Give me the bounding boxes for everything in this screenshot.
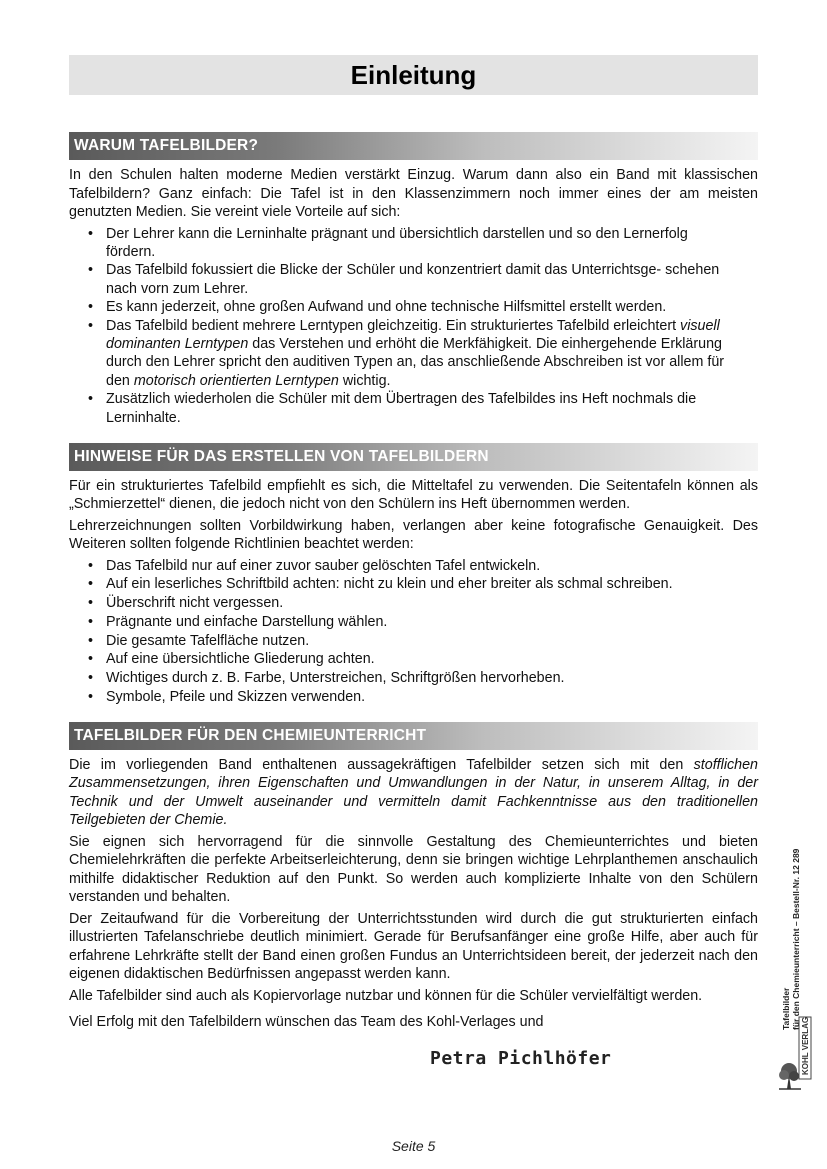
- list-item: • Die gesamte Tafelfläche nutzen.: [88, 632, 310, 649]
- side-publication-info: [781, 830, 811, 1030]
- list-item: • Auf ein leserliches Schriftbild achten: nicht zu klein und eher breiter als schmal schreiben.: [88, 576, 673, 593]
- page-title: Einleitung: [350, 60, 477, 90]
- section-2-para-2: Lehrerzeichnungen sollten Vorbildwirkung haben, verlangen aber keine fotografische Genauigkeit. Des Weiteren sollten folgende Richtlinien beachtet werden:: [69, 517, 758, 553]
- side-order-number: für den Chemieunterricht – Bestell-Nr. 12 289: [791, 848, 801, 1030]
- section-3-para-2: Sie eignen sich hervorragend für die sinnvolle Gestaltung des Chemieunterrichtes und bieten Chemielehrkräften die perfekte Arbeitserleichterung, denn sie bringen wichtige Lehrplanthemen anschaulich mithilfe didaktischer Reduktion auf den Punkt. So werden auch komplizierte Inhalte von den Schülern verstanden und behalten.: [69, 833, 758, 906]
- list-item: • Es kann jederzeit, ohne großen Aufwand und ohne technische Hilfsmittel erstellt werden.: [88, 299, 667, 316]
- section-header-warum: WARUM TAFELBILDER?: [69, 132, 758, 160]
- page-number: Seite 5: [391, 1138, 436, 1154]
- list-item: • Symbole, Pfeile und Skizzen verwenden.: [88, 688, 366, 705]
- side-series-title: Tafelbilder: [781, 987, 791, 1030]
- section-1-intro: In den Schulen halten moderne Medien verstärkt Einzug. Warum dann also ein Band mit klassischen Tafelbildern? Ganz einfach: Die Tafel ist in den Klassenzimmern noch immer eines der am meisten genutzten Medien. Sie vereint viele Vorteile auf sich:: [69, 167, 758, 220]
- list-item: • Das Tafelbild nur auf einer zuvor sauber gelöschten Tafel entwickeln.: [88, 557, 541, 574]
- tree-logo-icon: [777, 1013, 813, 1091]
- section-header-chemie: TAFELBILDER FÜR DEN CHEMIEUNTERRICHT: [69, 722, 758, 750]
- list-item: • Das Tafelbild fokussiert die Blicke der Schüler und konzentriert damit das Unterrichtsge- schehen nach vorn zum Lehrer.: [88, 262, 720, 297]
- main-content: [69, 132, 758, 1035]
- list-item: • Zusätzlich wiederholen die Schüler mit dem Übertragen des Tafelbildes ins Heft nochmals die Lerninhalte.: [88, 391, 697, 426]
- section-3-para-1: Die im vorliegenden Band enthaltenen aussagekräftigen Tafelbilder setzen sich mit den stofflichen Zusammensetzungen, ihren Eigenschaften und Umwandlungen in der Natur, in unserem Alltag, in der Technik und der Umwelt auseinander und vermitteln damit Fachkenntnisse aus den traditionellen Teilgebieten der Chemie.: [69, 756, 758, 829]
- section-1-list: [69, 225, 758, 427]
- list-item: • Das Tafelbild bedient mehrere Lerntypen gleichzeitig. Ein strukturiertes Tafelbild erleichtert visuell dominanten Lerntypen das Verstehen und erhöht die Merkfähigkeit. Die einhergehende Erklärung durch den Lehrer spricht den auditiven Typen an, das anschließende Abschreiben ist vor allem für den motorisch orientierten Lerntypen wichtig.: [88, 318, 725, 389]
- svg-text:KOHL VERLAG: KOHL VERLAG: [801, 1016, 810, 1075]
- section-2-list: [69, 557, 758, 706]
- section-3-para-3: Der Zeitaufwand für die Vorbereitung der Unterrichtsstunden wird durch die gut strukturierten einfach illustrierten Tafelanschriebe deutlich minimiert. Gerade für Berufsanfänger eine große Hilfe, aber auch für erfahrene Lehrkräfte stellt der Band einen großen Fundus an Unterrichtsideen bereit, der jederzeit nach den eigenen didaktischen Bedürfnissen angepasst werden kann.: [69, 910, 758, 983]
- list-item: • Der Lehrer kann die Lerninhalte prägnant und übersichtlich darstellen und so den Lernerfolg fördern.: [88, 225, 688, 260]
- signature: Petra Pichlhöfer: [430, 1048, 612, 1069]
- section-header-hinweise: HINWEISE FÜR DAS ERSTELLEN VON TAFELBILDERN: [69, 443, 758, 471]
- section-3-para-4: Alle Tafelbilder sind auch als Kopiervorlage nutzbar und können für die Schüler vervielfältigt werden.: [69, 987, 703, 1004]
- section-3-para-5: Viel Erfolg mit den Tafelbildern wünschen das Team des Kohl-Verlages und: [69, 1014, 544, 1031]
- list-item: • Überschrift nicht vergessen.: [88, 595, 284, 612]
- publisher-logo: [777, 1013, 813, 1091]
- list-item: • Prägnante und einfache Darstellung wählen.: [88, 613, 388, 630]
- list-item: • Auf eine übersichtliche Gliederung achten.: [88, 651, 375, 668]
- list-item: • Wichtiges durch z. B. Farbe, Unterstreichen, Schriftgrößen hervorheben.: [88, 669, 565, 686]
- section-2-para-1: Für ein strukturiertes Tafelbild empfiehlt es sich, die Mitteltafel zu verwenden. Die Seitentafeln können als „Schmierzettel“ dienen, die jedoch nicht von den Schülern ins Heft übernommen werden.: [69, 477, 758, 513]
- title-bar: [69, 55, 758, 95]
